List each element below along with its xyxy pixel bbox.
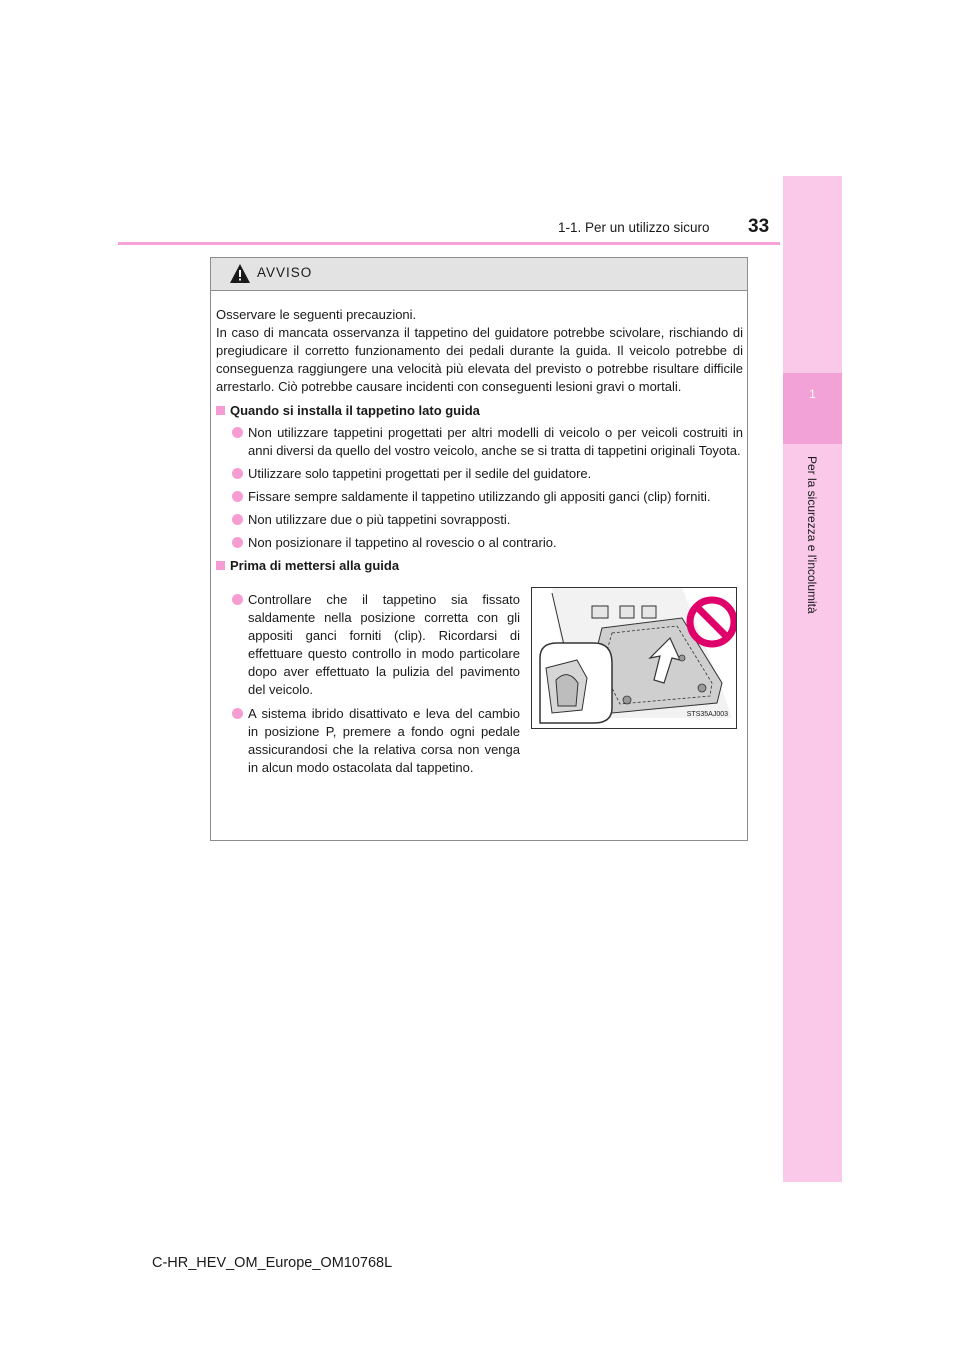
bullet-dot-icon [232,537,243,548]
warning-intro-line: In caso di mancata osservanza il tappetino del guidatore potrebbe scivolare, rischiando di pregiudicare il corretto funzionamento dei pedali durante la guida. Il veicolo potrebbe di conseguenza raggiungere una velocità più elevata del previsto o potrebbe risultare difficile arrestarlo. Ciò potrebbe causare incidenti con conseguenti lesioni gravi o mortali. [216,325,743,394]
list-item [216,424,743,460]
page-number: 33 [748,216,770,237]
list-item-text: Non utilizzare tappetini progettati per altri modelli di veicolo o per veicoli costruiti in anni diversi da quello del vostro veicolo, anche se si tratta di tappetini originali Toyota. [248,425,743,458]
list-item-text: Utilizzare solo tappetini progettati per il sedile del guidatore. [248,466,592,481]
list-item-text: A sistema ibrido disattivato e leva del cambio in posizione P, premere a fondo ogni pedale assicurandosi che la relativa corsa non venga in alcun modo ostacolata dal tappetino. [248,706,520,775]
figure-section [216,581,743,811]
section-heading-text: Quando si installa il tappetino lato guida [230,403,480,418]
warning-body [216,306,743,811]
section-heading [216,402,743,420]
bullet-dot-icon [232,427,243,438]
section-heading-text: Prima di mettersi alla guida [230,558,400,573]
list-item-text: Non utilizzare due o più tappetini sovrapposti. [248,512,511,527]
warning-intro [216,306,743,396]
square-bullet-icon [216,561,225,570]
warning-title: AVVISO [257,265,313,280]
figure-code: STS35AJ003 [686,711,728,718]
side-chapter-label: Per la sicurezza e l'incolumità [805,456,819,614]
list-item [216,591,520,699]
warning-triangle-icon [229,263,251,284]
list-item-text: Fissare sempre saldamente il tappetino utilizzando gli appositi ganci (clip) forniti. [248,489,711,504]
bullet-dot-icon [232,468,243,479]
list-item [216,705,520,777]
warning-intro-line: Osservare le seguenti precauzioni. [216,307,417,322]
document-id: C-HR_HEV_OM_Europe_OM10768L [152,1255,393,1271]
square-bullet-icon [216,406,225,415]
warning-box [210,257,748,841]
header-divider [118,242,780,245]
bullet-dot-icon [232,708,243,719]
figure-bullets [216,581,520,782]
section-title: 1-1. Per un utilizzo sicuro [558,220,710,235]
side-chapter-number: 1 [809,387,816,401]
side-chapter-block [783,373,842,444]
warning-header [211,258,747,291]
list-item-text: Controllare che il tappetino sia fissato saldamente nella posizione corretta con gli appositi ganci forniti (clip). Ricordarsi di effettuare questo controllo in modo particolare dopo aver effettuato la pulizia del pavimento del veicolo. [248,592,520,697]
list-item-text: Non posizionare il tappetino al rovescio o al contrario. [248,535,557,550]
list-item [216,488,743,506]
list-item [216,465,743,483]
bullet-dot-icon [232,491,243,502]
list-item [216,534,743,552]
list-item [216,511,743,529]
side-tab [783,176,842,1182]
floor-mat-illustration [531,587,737,729]
bullet-dot-icon [232,514,243,525]
bullet-dot-icon [232,594,243,605]
section-heading [216,557,743,575]
